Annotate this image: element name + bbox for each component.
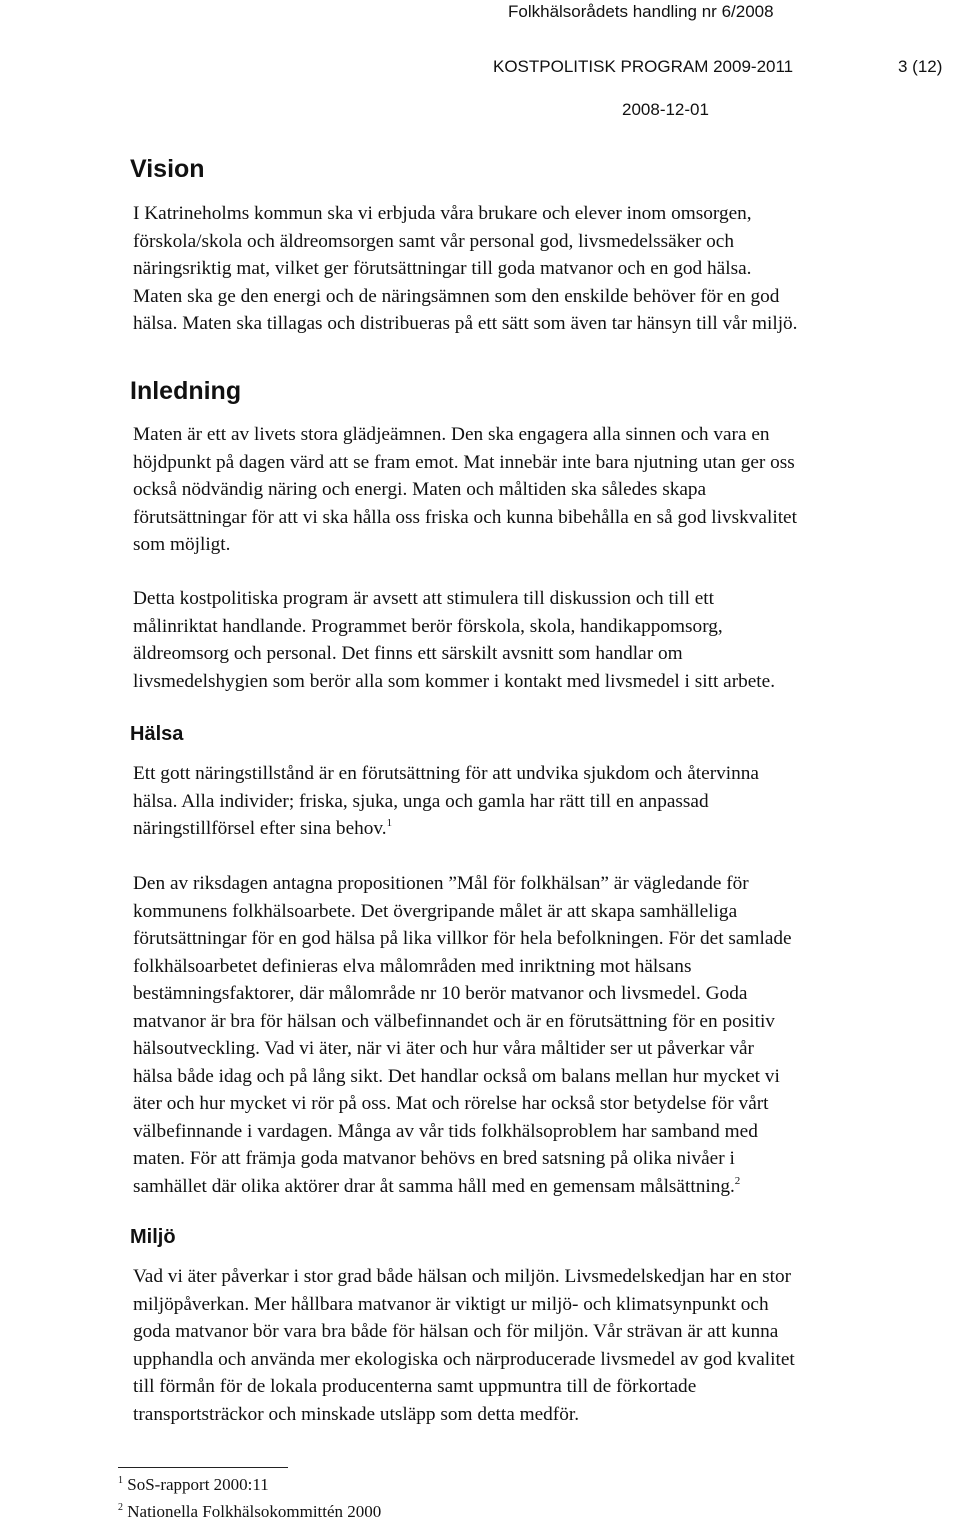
text-line: förskola/skola och äldreomsorgen samt vår personal god, livsmedelssäker och (133, 230, 734, 252)
text-line: förutsättningar för att vi ska hålla oss friska och kunna bibehålla en så god livskvalitet (133, 506, 797, 528)
text-line: hälsa både idag och på lång sikt. Det handlar också om balans mellan hur mycket vi (133, 1065, 780, 1087)
text-line: Maten är ett av livets stora glädjeämnen. Den ska engagera alla sinnen och vara en (133, 424, 770, 445)
text-line: målinriktat handlande. Programmet berör förskola, skola, handikappomsorg, (133, 615, 723, 637)
text-line: förutsättningar för en god hälsa på lika villkor för hela befolkningen. För det samlade (133, 928, 792, 949)
document-header-program-title: KOSTPOLITISK PROGRAM 2009-2011 (493, 57, 794, 76)
text-line: också nödvändig näring och energi. Maten och måltiden ska således skapa (133, 479, 707, 500)
text-line: äter och hur mycket vi rör på oss. Mat och rörelse har också stor betydelse för vårt (133, 1093, 769, 1114)
document-header-organization: Folkhälsorådets handling nr 6/2008 (508, 2, 774, 21)
text-line: folkhälsoarbetet definieras elva målområden med inriktning mot hälsans (133, 955, 692, 977)
text-line: Detta kostpolitiska program är avsett att stimulera till diskussion och till ett (133, 588, 715, 609)
footnote-number: 2 (118, 1502, 123, 1513)
section-heading-halsa: Hälsa (130, 723, 184, 745)
text-line: Vad vi äter påverkar i stor grad både hälsan och miljön. Livsmedelskedjan har en stor (133, 1266, 792, 1287)
footnote-separator (118, 1467, 288, 1468)
text-line: kommunens folkhälsoarbete. Det övergripande målet är att skapa samhälleliga (133, 900, 738, 922)
text-line: Ett gott näringstillstånd är en förutsättning för att undvika sjukdom och återvinna (133, 763, 759, 784)
text-line: transportsträckor och minskade utsläpp som detta medför. (133, 1403, 580, 1425)
document-date: 2008-12-01 (622, 100, 709, 119)
text-line (133, 815, 933, 843)
footnote-text: Nationella Folkhälsokommittén 2000 (127, 1502, 382, 1521)
text-line: Den av riksdagen antagna propositionen ”Mål för folkhälsan” är vägledande för (133, 873, 749, 894)
text-line: goda matvanor bör vara bra både för hälsan och för miljön. Vår strävan är att kunna (133, 1321, 779, 1342)
inledning-paragraph-1 (133, 421, 933, 559)
text-line: livsmedelshygien som berör alla som kommer i kontakt med livsmedel i sitt arbete. (133, 670, 776, 692)
text-line: välbefinnande i vardagen. Många av vår tids folkhälsoproblem har samband med (133, 1120, 758, 1142)
text-line: Maten ska ge den energi och de näringsämnen som den enskilde behöver för en god (133, 285, 780, 307)
text-line: hälsa. Alla individer; friska, sjuka, unga och gamla har rätt till en anpassad (133, 790, 709, 812)
halsa-paragraph-2 (133, 870, 933, 1200)
text-line (133, 1173, 933, 1201)
text-line: hälsa. Maten ska tillagas och distribueras på ett sätt som även tar hänsyn till vår miljö. (133, 313, 798, 334)
text-line: som möjligt. (133, 534, 231, 555)
text-line-content: näringstillförsel efter sina behov. (133, 818, 387, 839)
text-line-content: samhället där olika aktörer drar åt samma håll med en gemensam målsättning. (133, 1175, 735, 1197)
text-line: I Katrineholms kommun ska vi erbjuda våra brukare och elever inom omsorgen, (133, 203, 752, 224)
section-heading-miljo: Miljö (130, 1226, 176, 1248)
section-heading-vision: Vision (130, 155, 205, 183)
footnote-reference: 2 (734, 1174, 741, 1187)
page-number: 3 (12) (898, 57, 943, 76)
text-line: matvanor är bra för hälsan och välbefinnandet och är en förutsättning för en positiv (133, 1010, 775, 1032)
halsa-paragraph-1 (133, 760, 933, 843)
text-line: höjdpunkt på dagen värd att se fram emot. Mat innebär inte bara njutning utan ger oss (133, 451, 795, 473)
footnote-2 (118, 1502, 381, 1522)
vision-paragraph (133, 200, 933, 338)
section-heading-inledning: Inledning (130, 377, 242, 405)
footnote-text: SoS-rapport 2000:11 (127, 1475, 269, 1494)
text-line: äldreomsorg och personal. Det finns ett särskilt avsnitt som handlar om (133, 643, 683, 664)
text-line: miljöpåverkan. Mer hållbara matvanor är viktigt ur miljö- och klimatsynpunkt och (133, 1293, 769, 1315)
footnote-reference: 1 (386, 817, 393, 829)
text-line: näringsriktig mat, vilket ger förutsättningar till goda matvanor och en god hälsa. (133, 258, 752, 279)
inledning-paragraph-2 (133, 585, 933, 695)
text-line: maten. För att främja goda matvanor behövs en bred satsning på olika nivåer i (133, 1148, 735, 1169)
text-line: till förmån för de lokala producenterna samt uppmuntra till de förkortade (133, 1376, 697, 1397)
text-line: bestämningsfaktorer, där målområde nr 10 berör matvanor och livsmedel. Goda (133, 983, 748, 1004)
miljo-paragraph (133, 1263, 933, 1428)
text-line: hälsoutveckling. Vad vi äter, när vi äter och hur våra måltider ser ut påverkar vår (133, 1038, 754, 1059)
footnote-1 (118, 1475, 269, 1495)
text-line: upphandla och använda mer ekologiska och närproducerade livsmedel av god kvalitet (133, 1348, 795, 1370)
footnote-number: 1 (118, 1475, 123, 1486)
